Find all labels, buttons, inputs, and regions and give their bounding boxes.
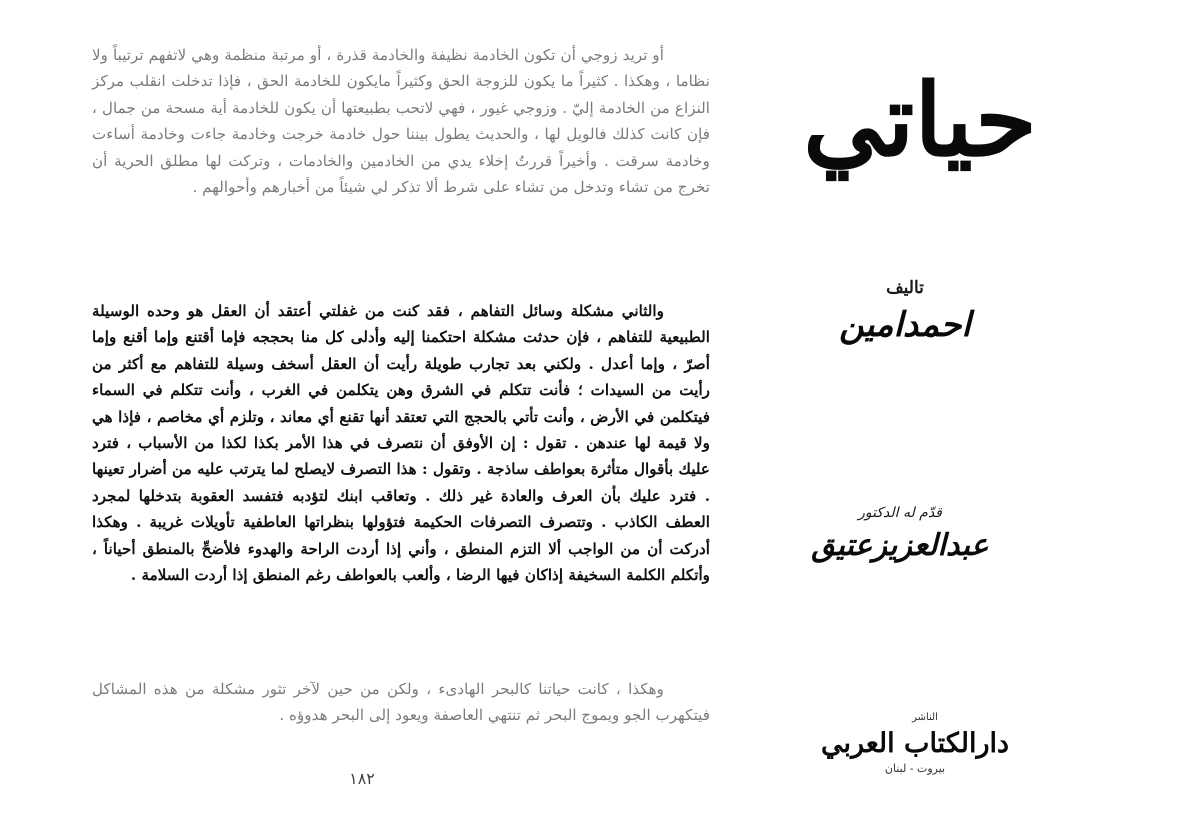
introduction-author: عبدالعزيزعتيق [811,528,989,563]
paragraph-conclusion [92,676,710,729]
paragraph-understanding [92,298,710,588]
paragraph-3-text: وهكذا ، كانت حياتنا كالبحر الهادىء ، ولكن من حين لآخر تثور مشكلة من هذه المشاكل فيتكهرب الجو ويموج البحر ثم تنتهي العاصفة ويعود إلى البحر هدوؤه . [92,680,710,725]
paragraph-household [92,42,710,200]
publisher-name: دارالكتاب العربي [820,728,1010,759]
introduction-label: قدّم له الدكتور [858,505,942,521]
written-by-label: تاليف [886,278,924,298]
author-name: احمدامين [839,305,971,345]
publisher-city: بيروت - لبنان [884,762,946,775]
paragraph-1-text: أو تريد زوجي أن تكون الخادمة نظيفة والخادمة قذرة ، أو مرتبة منظمة وهي لاتفهم ترتيباً ولا نظاما ، وهكذا . كثيراً ما يكون للزوجة الحق وكثيراً مايكون للخادمة الحق ، فإذا تدخلت انقلب مركز النزاع من الخادمة إليّ . وزوجي غيور ، فهي لاتحب بطبيعتها أن يكون للخادمة أية مسحة من جمال ، فإن كانت كذلك فالويل لها ، والحديث يطول بيننا حول خادمة خرجت وخادمة جاءت وخادمة أساءت وخادمة سرقت . وأخيراً قررتُ إخلاء يدي من الخادمين والخادمات ، وتركت لها مطلق الحرية أن تخرج من تشاء وتدخل من تشاء على شرط ألا تذكر لي شيئاً من أخبارهم وأحوالهم . [92,46,710,197]
text-page [92,36,710,788]
paragraph-2-text: والثاني مشكلة وسائل التفاهم ، فقد كنت من غفلتي أعتقد أن العقل هو وحده الوسيلة الطبيعية للتفاهم ، فإن حدثت مشكلة احتكمنا إليه وأدلى كل منا بحججه فإما أقتنع وإما أقنع وإما أصرّ ، وإما أعدل . ولكني بعد تجارب طويلة رأيت أن العقل أسخف وسيلة للتفاهم مع أكثر من رأيت من السيدات ؛ فأنت تتكلم في الشرق وهن يتكلمن في الغرب ، وأنت تتكلم في السماء فيتكلمن في الأرض ، وأنت تأتي بالحجج التي تعتقد أنها تقنع أي معاند ، وتلزم أي مخاصم ، فإذا هي ولا قيمة لها عندهن . تقول : إن الأوفق أن نتصرف في هذا الأمر بكذا لكذا من الأسباب ، فترد عليك بأقوال متأثرة بعواطف ساذجة . وتقول : هذا التصرف لايصلح لما يترتب عليه من أضرار تعينها . فترد عليك بأن العرف والعادة غير ذلك . وتعاقب ابنك لتؤدبه فتفسد العقوبة بتدخلها لمجرد العطف الكاذب . وتتصرف التصرفات الحكيمة فتؤولها بنظراتها العاطفية تأويلات غريبة . وهكذا أدركت أن من الواجب ألا التزم المنطق ، وأني إذا أردت الراحة والهدوء فلأضحِّ بالمنطق أحياناً ، وأتكلم الكلمة السخيفة إذاكان فيها الرضا ، وألعب بالعواطف رغم المنطق إذا أردت السلامة . [92,302,710,585]
page-number: ١٨٢ [349,769,375,788]
book-title: حياتي [803,61,1037,179]
publisher-label: الناشر [912,712,938,723]
title-page [730,0,1200,813]
